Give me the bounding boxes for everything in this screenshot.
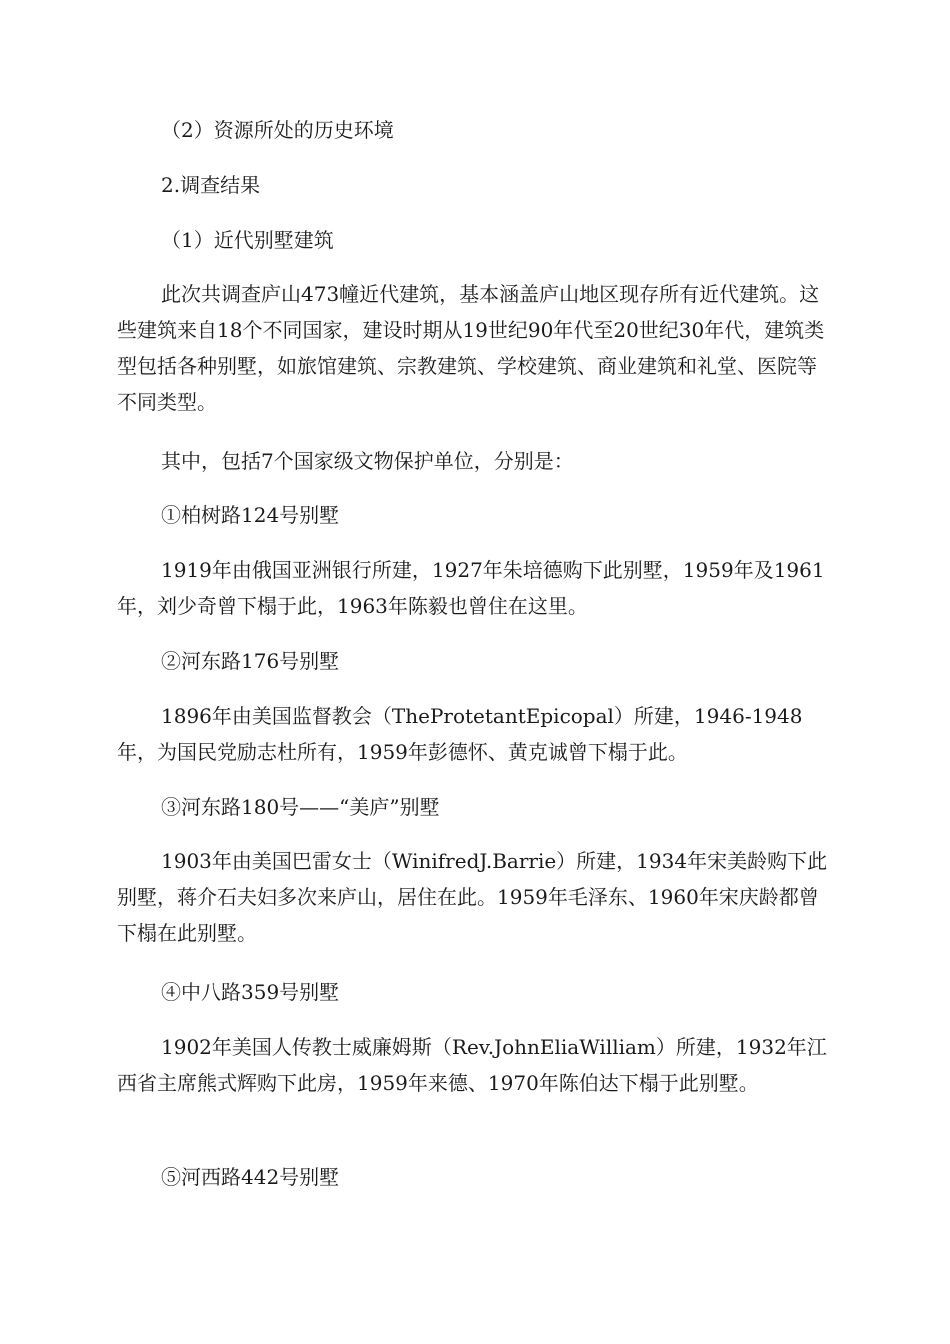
list-item-heading-villa-4: ④中八路359号别墅 [161, 980, 340, 1004]
subheading-modern-villas: （1）近代别墅建筑 [161, 228, 334, 252]
paragraph-villa-3-history: 1903年由美国巴雷女士（WinifredJ.Barrie）所建，1934年宋美龄购下此别墅，蒋介石夫妇多次来庐山，居住在此。1959年毛泽东、1960年宋庆龄都曾下榻在此别墅。 [117, 849, 828, 945]
list-item-heading-villa-1: ①柏树路124号别墅 [161, 503, 340, 527]
paragraph-villa-2-history: 1896年由美国监督教会（TheProtetantEpicopal）所建，1946-1948年，为国民党励志杜所有，1959年彭德怀、黄克诚曾下榻于此。 [117, 704, 803, 764]
paragraph-survey-summary: 此次共调查庐山473幢近代建筑，基本涵盖庐山地区现存所有近代建筑。这些建筑来自18个不同国家，建设时期从19世纪90年代至20世纪30年代，建筑类型包括各种别墅，如旅馆建筑、宗教建筑、学校建筑、商业建筑和礼堂、医院等不同类型。 [117, 282, 825, 414]
subheading-historical-environment: （2）资源所处的历史环境 [161, 118, 394, 142]
paragraph-villa-1-history: 1919年由俄国亚洲银行所建，1927年朱培德购下此别墅，1959年及1961年，刘少奇曾下榻于此，1963年陈毅也曾住在这里。 [117, 558, 825, 618]
list-item-heading-villa-2: ②河东路176号别墅 [161, 649, 340, 673]
paragraph-villa-4-history: 1902年美国人传教士威廉姆斯（Rev.JohnEliaWilliam）所建，1932年江西省主席熊式辉购下此房，1959年来德、1970年陈伯达下榻于此别墅。 [117, 1035, 827, 1095]
heading-survey-results: 2.调查结果 [161, 173, 261, 197]
list-item-heading-villa-5: ⑤河西路442号别墅 [161, 1165, 340, 1189]
paragraph-national-units-intro: 其中，包括7个国家级文物保护单位，分别是： [161, 449, 574, 473]
list-item-heading-villa-3: ③河东路180号——“美庐”别墅 [161, 795, 440, 819]
